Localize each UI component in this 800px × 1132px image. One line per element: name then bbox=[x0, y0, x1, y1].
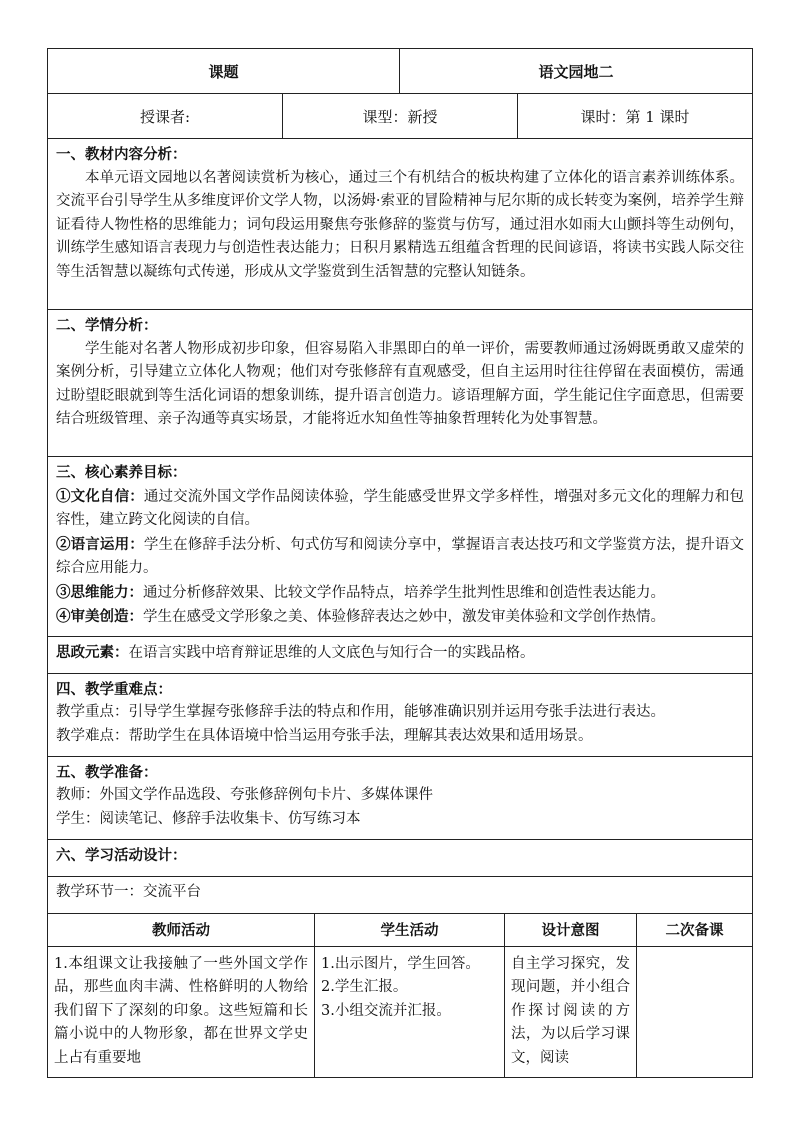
activity-table bbox=[47, 913, 753, 1078]
teacher-label: 授课者: bbox=[48, 94, 283, 139]
ideology-key: 思政元素： bbox=[56, 643, 129, 661]
lesson-value: 语文园地二 bbox=[400, 49, 753, 94]
design-intent-text: 自主学习探究，发现问题，并小组合作探讨阅读的方法，为以后学习课文，阅读 bbox=[511, 955, 630, 1066]
activity-stage-row bbox=[48, 876, 753, 913]
lesson-plan-table bbox=[47, 48, 753, 914]
goal-language: ②语言运用：学生在修辞手法分析、句式仿写和阅读分享中，掌握语言表达技巧和文学鉴赏方法，提升语文综合应用能力。 bbox=[56, 535, 745, 576]
analysis-text: 本单元语文园地以名著阅读赏析为核心，通过三个有机结合的板块构建了立体化的语言素养训练体系。交流平台引导学生从多维度评价文学人物，以汤姆·索亚的冒险精神与尼尔斯的成长转变为案例，培养学生辩证看待人物性格的思维能力；词句段运用聚焦夸张修辞的鉴赏与仿写，通过泪水如雨大山颤抖等生动例句，训练学生感知语言表现力与创造性表达能力；日积月累精选五组蕴含哲理的民间谚语，将读书实践人际交往等生活智慧以凝练句式传递，形成从文学鉴赏到生活智慧的完整认知链条。 bbox=[56, 169, 745, 280]
ideology-section bbox=[48, 636, 753, 673]
activity-row bbox=[48, 946, 753, 1077]
col-second-prep: 二次备课 bbox=[637, 913, 753, 946]
prep-section bbox=[48, 756, 753, 839]
lesson-plan-page bbox=[47, 48, 752, 1078]
students-title: 二、学情分析： bbox=[56, 317, 158, 334]
analysis-section bbox=[48, 139, 753, 310]
students-text: 学生能对名著人物形成初步印象，但容易陷入非黑即白的单一评价，需要教师通过汤姆既勇敢又虚荣的案例分析，引导建立立体化人物观；他们对夸张修辞有直观感受，但自主运用时往往停留在表面模仿，需通过盼望眨眼就到等生活化词语的想象训练，提升语言创造力。谚语理解方面，学生能记住字面意思，但需要结合班级管理、亲子沟通等真实场景，才能将近水知鱼性等抽象哲理转化为处事智慧。 bbox=[56, 340, 745, 427]
activity-header-row bbox=[48, 913, 753, 946]
lesson-period: 课时：第 1 课时 bbox=[518, 94, 753, 139]
keypoints-title: 四、教学重难点： bbox=[56, 680, 172, 698]
lesson-type: 课型：新授 bbox=[283, 94, 518, 139]
activity-stage: 教学环节一：交流平台 bbox=[56, 883, 201, 900]
lesson-label: 课题 bbox=[48, 49, 400, 94]
col-design-intent: 设计意图 bbox=[505, 913, 637, 946]
keypoints-section bbox=[48, 673, 753, 756]
goal-thinking: ③思维能力：通过分析修辞效果、比较文学作品特点，培养学生批判性思维和创造性表达能力。 bbox=[56, 583, 665, 601]
student-activity-item: 3.小组交流并汇报。 bbox=[321, 1002, 451, 1019]
goal-culture: ①文化自信：通过交流外国文学作品阅读体验，学生能感受世界文学多样性，增强对多元文化的理解力和包容性，建立跨文化阅读的自信。 bbox=[56, 487, 745, 528]
activity-title: 六、学习活动设计： bbox=[56, 846, 187, 864]
student-activity-item: 1.出示图片，学生回答。 bbox=[321, 955, 480, 972]
keypoints-focus: 教学重点：引导学生掌握夸张修辞手法的特点和作用，能够准确识别并运用夸张手法进行表达。 bbox=[56, 704, 665, 720]
analysis-title: 一、教材内容分析： bbox=[56, 146, 187, 163]
second-prep-text[interactable] bbox=[643, 953, 746, 1071]
students-section bbox=[48, 310, 753, 457]
lesson-info-row bbox=[48, 94, 753, 139]
activity-title-row bbox=[48, 839, 753, 876]
goals-section bbox=[48, 457, 753, 637]
col-teacher-activity: 教师活动 bbox=[48, 913, 315, 946]
prep-student: 学生：阅读笔记、修辞手法收集卡、仿写练习本 bbox=[56, 810, 361, 827]
student-activity-list bbox=[321, 953, 498, 1071]
prep-teacher: 教师：外国文学作品选段、夸张修辞例句卡片、多媒体课件 bbox=[56, 787, 433, 803]
lesson-title-row bbox=[48, 49, 753, 94]
goal-aesthetic: ④审美创造：学生在感受文学形象之美、体验修辞表达之妙中，激发审美体验和文学创作热情。 bbox=[56, 608, 665, 625]
teacher-activity-text: 1.本组课文让我接触了一些外国文学作品，那些血肉丰满、性格鲜明的人物给我们留下了深刻的印象。这些短篇和长篇小说中的人物形象，都在世界文学史上占有重要地 bbox=[54, 955, 308, 1066]
ideology-text: 在语言实践中培育辩证思维的人文底色与知行合一的实践品格。 bbox=[128, 644, 535, 661]
keypoints-difficulty: 教学难点：帮助学生在具体语境中恰当运用夸张手法，理解其表达效果和适用场景。 bbox=[56, 727, 593, 744]
prep-title: 五、教学准备： bbox=[56, 763, 158, 781]
student-activity-item: 2.学生汇报。 bbox=[321, 979, 408, 995]
col-student-activity: 学生活动 bbox=[315, 913, 505, 946]
goals-title: 三、核心素养目标： bbox=[56, 464, 187, 481]
